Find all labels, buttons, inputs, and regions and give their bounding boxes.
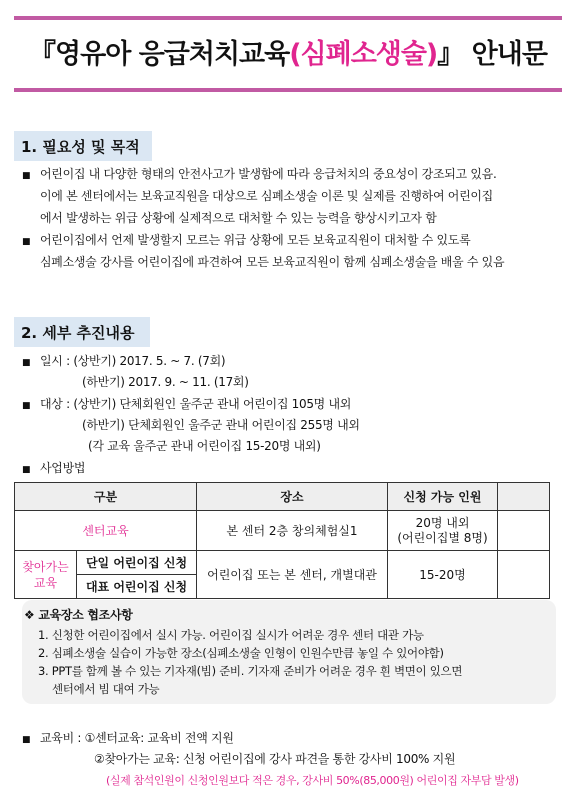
notes-heading: ❖ 교육장소 협조사항: [24, 608, 133, 622]
page-title: [14, 32, 562, 71]
table-cell: 대표 어린이집 신청: [77, 575, 197, 599]
schedule-line: 일시 : (상반기) 2017. 5. ~ 7. (7회): [40, 354, 226, 368]
program-table: [14, 482, 550, 599]
fee-bullet: ■: [22, 735, 31, 745]
title-suffix: 』 안내문: [437, 39, 547, 70]
fee-note: (실제 참석인원이 신청인원보다 적은 경우, 강사비 50%(85,000원) 어린이집 자부담 발생): [106, 774, 519, 787]
table-cell: 15-20명: [388, 551, 498, 599]
section2-heading: 2. 세부 추진내용: [14, 317, 150, 347]
table-row: [15, 551, 550, 575]
table-cell-empty: [498, 551, 550, 599]
section1-bullet: ■: [22, 171, 31, 181]
category-line: 교육: [33, 575, 58, 590]
method-line: 사업방법: [40, 461, 86, 475]
table-cell: [388, 511, 498, 551]
fee-line: 교육비 : ①센터교육: 교육비 전액 지원: [40, 731, 234, 745]
section1-heading: 1. 필요성 및 목적: [14, 131, 152, 161]
target-line: 대상 : (상반기) 단체회원인 울주군 관내 어린이집 105명 내외: [40, 397, 352, 411]
section1-line: 에서 발생하는 위급 상황에 실제적으로 대처할 수 있는 능력을 향상시키고자 함: [40, 211, 437, 225]
section1-line: 이에 본 센터에서는 보육교직원을 대상으로 심폐소생술 이론 및 실제를 진행하여 어린이집: [40, 189, 493, 203]
title-prefix: 『영유아 응급처치교육: [29, 39, 290, 70]
section1-line: 어린이집 내 다양한 형태의 안전사고가 발생함에 따라 응급처치의 중요성이 강조되고 있음.: [40, 167, 497, 181]
section1-line: 심폐소생술 강사를 어린이집에 파견하여 모든 보육교직원이 함께 심폐소생술을 배울 수 있음: [40, 255, 505, 269]
table-cell: 어린이집 또는 본 센터, 개별대관: [197, 551, 388, 599]
target-line: (하반기) 단체회원인 울주군 관내 어린이집 255명 내외: [82, 418, 360, 432]
section1-bullet: ■: [22, 237, 31, 247]
category-line: 찾아가는: [22, 559, 69, 574]
table-header-row: [15, 483, 550, 511]
table-row: [15, 511, 550, 551]
notes-item: 2. 심폐소생술 실습이 가능한 장소(심폐소생술 인형이 인원수만큼 놓일 수 있어야함): [38, 646, 444, 660]
notes-item: 1. 신청한 어린이집에서 실시 가능. 어린이집 실시가 어려운 경우 센터 대관 가능: [38, 628, 424, 642]
title-highlight: (심폐소생술): [289, 39, 438, 70]
notes-item: 센터에서 빔 대여 가능: [52, 682, 160, 696]
table-cell: 단일 어린이집 신청: [77, 551, 197, 575]
notes-item: 3. PPT를 함께 볼 수 있는 기자재(빔) 준비. 기자재 준비가 어려운 경우 흰 벽면이 있으면: [38, 664, 463, 678]
top-rule: [14, 16, 562, 20]
section1-line: 어린이집에서 언제 발생할지 모르는 위급 상황에 모든 보육교직원이 대처할 수 있도록: [40, 233, 471, 247]
target-line: (각 교육 울주군 관내 어린이집 15-20명 내외): [88, 439, 321, 453]
table-cell-empty: [498, 511, 550, 551]
table-cell: 센터교육: [15, 511, 197, 551]
fee-line: ②찾아가는 교육: 신청 어린이집에 강사 파견을 통한 강사비 100% 지원: [94, 752, 456, 766]
table-header-empty: [498, 483, 550, 511]
capacity-line: 20명 내외: [415, 515, 470, 530]
table-cell: 본 센터 2층 창의체험실1: [197, 511, 388, 551]
table-header: 신청 가능 인원: [388, 483, 498, 511]
schedule-line: (하반기) 2017. 9. ~ 11. (17회): [82, 375, 249, 389]
target-bullet: ■: [22, 401, 31, 411]
table-header: 장소: [197, 483, 388, 511]
schedule-bullet: ■: [22, 358, 31, 368]
table-header: 구분: [15, 483, 197, 511]
method-bullet: ■: [22, 465, 31, 475]
capacity-line: (어린이집별 8명): [397, 530, 488, 545]
bottom-rule: [14, 88, 562, 92]
table-cell: [15, 551, 77, 599]
